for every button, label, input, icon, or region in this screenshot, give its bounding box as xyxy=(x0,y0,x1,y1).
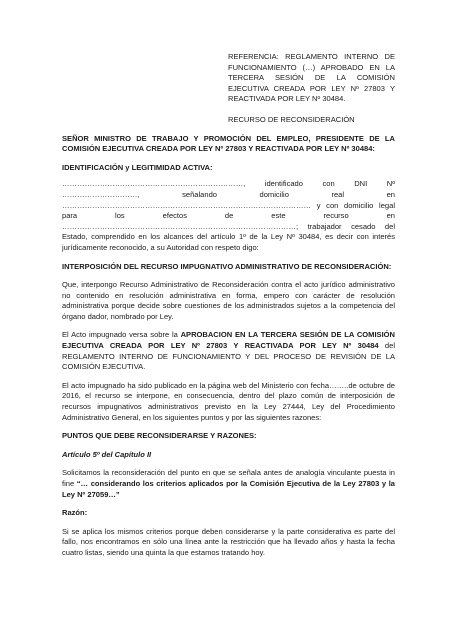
paragraph-acto-impugnado xyxy=(62,330,395,372)
acto-lead: El Acto impugnado versa sobre la xyxy=(62,330,181,340)
acto-tail: del REGLAMENTO INTERNO DE FUNCIONAMIENTO Y DEL PROCESO DE REVISIÓN DE LA COMISIÓN EJECUTIVA. xyxy=(62,341,395,372)
identificacion-heading: IDENTIFICACIÓN y LEGITIMIDAD ACTIVA: xyxy=(62,162,213,172)
paragraph-publicacion: El acto impugnado ha sido publicado en la página web del Ministerio con fecha……..de octubre de 2016, el recurso se interpone, en consecuencia, dentro del plazo común de interposición de recursos impugnativos administrativos previsto en la Ley 27444, Ley del Procedimiento Administrativo General, en los siguientes puntos y por las siguientes razones: xyxy=(62,380,395,422)
solicitud-bold: “… considerando los criterios aplicados por la Comisión Ejecutiva de la Ley 27803 y la Ley Nº 27059…” xyxy=(62,479,396,499)
razon-heading: Razón: xyxy=(62,508,88,518)
paragraph-recurso: Que, interpongo Recurso Administrativo de Reconsideración contra el acto jurídico administrativo no contenido en resolución administrativa en forma, empero con carácter de resolución administrativa porque decide sobre cuestiones de los administrados sujetos a la competencia del órgano dador, nombrado por Ley. xyxy=(62,280,395,321)
solicitud-lead: Solicitamos la reconsideración del punto en que se señala antes de analogía vinculante puesta in fine xyxy=(62,468,395,488)
identificacion-text: ………………………………………………………………, identificado con DNI Nº …………………………, señalando domicilio real en ……………………………………………………………………………………… y con domicilio legal para los efectos de este recurso en …………………………………………………………………………………; trabajador cesado del Estado, comprendido en los alcances del artículo 1º de la Ley Nº 30484, es decir con interés jurídicamente reconocido, a su Autoridad con respeto digo: xyxy=(62,179,395,252)
addressee: SEÑOR MINISTRO DE TRABAJO Y PROMOCIÓN DEL EMPLEO, PRESIDENTE DE LA COMISIÓN EJECUTIVA CREADA POR LEY Nº 27803 Y REACTIVADA POR LEY Nº 30484: xyxy=(62,133,395,154)
paragraph-razon: Si se aplica los mismos criterios porque deben considerarse y la parte considerativa es parte del fallo, nos encontramos en sólo una línea ante la restricción que ha llevado años y hasta la fecha cuatro listas, siendo una quinta la que estamos tratando hoy. xyxy=(62,526,395,557)
recurso-label: RECURSO DE RECONSIDERACIÓN xyxy=(228,114,355,124)
reference-block: REFERENCIA: REGLAMENTO INTERNO DE FUNCIONAMIENTO (…) APROBADO EN LA TERCERA SESIÓN DE LA COMISIÓN EJECUTIVA CREADA POR LEY Nº 27803 Y REACTIVADA POR LEY Nº 30484. xyxy=(228,52,395,104)
puntos-heading: PUNTOS QUE DEBE RECONSIDERARSE Y RAZONES: xyxy=(62,431,257,441)
acto-bold: APROBACION EN LA TERCERA SESIÓN DE LA COMISIÓN EJECUTIVA CREADA POR LEY Nº 27803 Y REACTIVADA POR LEY Nº 30484 xyxy=(62,330,395,351)
articulo-heading: Artículo 5º del Capítulo II xyxy=(62,449,152,459)
interposicion-heading: INTERPOSICIÓN DEL RECURSO IMPUGNATIVO ADMINISTRATIVO DE RECONSIDERACIÓN: xyxy=(62,261,392,271)
paragraph-solicitud xyxy=(62,468,395,500)
